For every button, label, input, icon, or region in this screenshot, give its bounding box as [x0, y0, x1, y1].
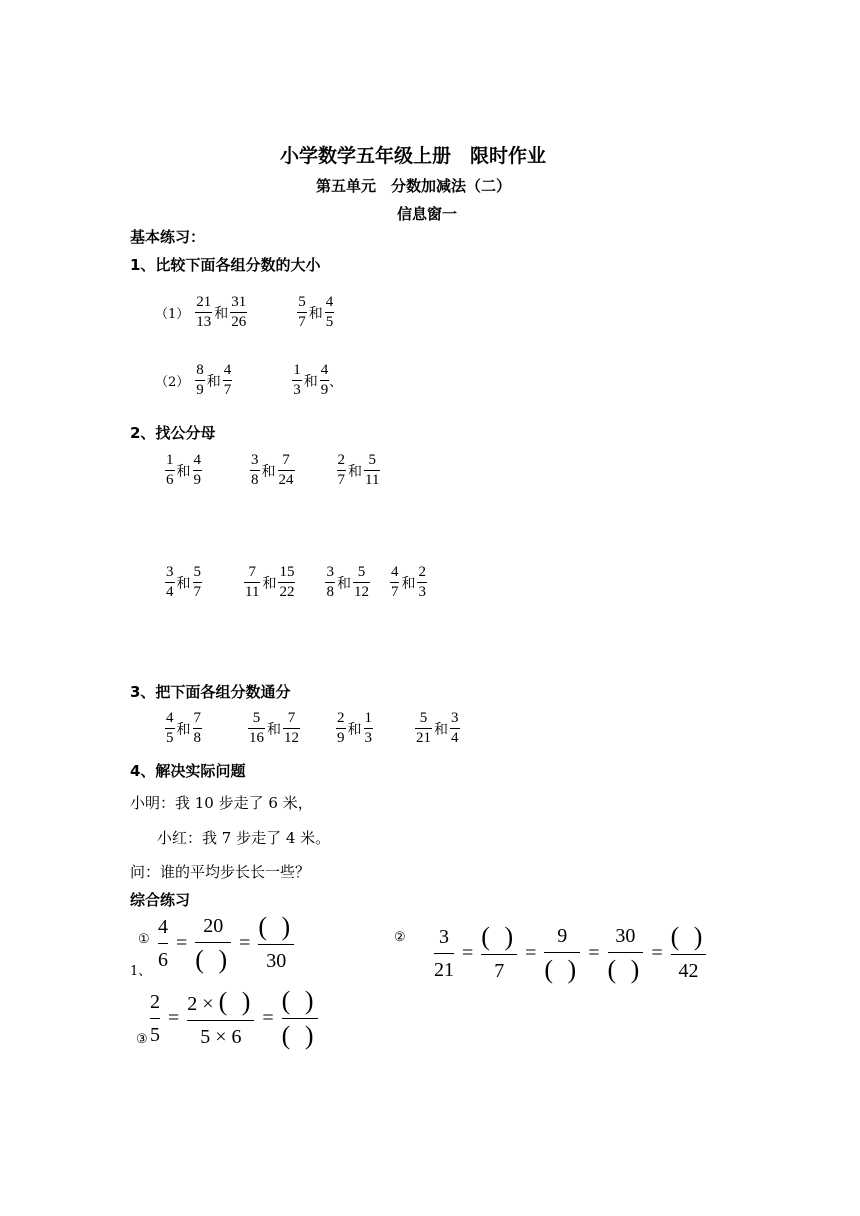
fraction: 9 ( )	[544, 925, 581, 984]
fraction: 2 5	[150, 991, 160, 1046]
q4-heading: 4、解决实际问题	[130, 762, 246, 780]
fraction: 20 ( )	[195, 915, 232, 974]
q1-row1: （1） $\frac{21}{13}$ 和 $\frac{31}{26}$ $\frac{5}{7}$ 和 $\frac{4}{5}$	[155, 294, 334, 330]
fraction: $\frac{5}{11}$	[365, 452, 380, 488]
mark-3: ③	[136, 1032, 148, 1047]
blank-parentheses: ( )	[544, 955, 581, 984]
blank-parentheses: ( )	[481, 922, 518, 951]
blank-parentheses: ( )	[281, 986, 318, 1015]
q3-row1: $\frac{4}{5}$ 和 $\frac{7}{8}$ $\frac{5}{16}$ 和 $\frac{7}{12}$ $\frac{2}{9}$ 和 $\frac{1}{3}$ $\frac{5}{21}$ 和 $\frac{3}{4}$	[166, 710, 459, 746]
fraction: $\frac{15}{22}$	[279, 564, 295, 600]
fraction: $\frac{3}{4}$	[166, 564, 174, 600]
fraction: $\frac{7}{24}$	[278, 452, 294, 488]
blank-parentheses: ( )	[218, 986, 255, 1016]
fraction: $\frac{4}{9}$	[320, 362, 329, 398]
fraction: ( ) 42	[670, 922, 707, 982]
mark-1-sub: 1、	[130, 964, 152, 979]
fraction: 2 × ( ) 5 × 6	[187, 986, 255, 1048]
equation-1: 4 6 = 20 ( ) = ( ) 30	[158, 912, 295, 974]
fraction: $\frac{4}{9}$	[193, 452, 201, 488]
fraction: $\frac{1}{6}$	[166, 452, 174, 488]
fraction: $\frac{4}{5}$	[325, 294, 334, 330]
fraction: 30 ( )	[607, 925, 644, 984]
page-title: 小学数学五年级上册 限时作业	[280, 145, 547, 167]
fraction: ( ) 30	[258, 912, 295, 972]
fraction: $\frac{4}{5}$	[166, 710, 174, 746]
fraction: $\frac{1}{3}$	[364, 710, 372, 746]
fraction: $\frac{5}{16}$	[249, 710, 264, 746]
blank-parentheses: ( )	[281, 1021, 318, 1050]
fraction: $\frac{2}{3}$	[418, 564, 426, 600]
fraction	[282, 986, 318, 1051]
blank-parentheses: ( )	[670, 922, 707, 951]
fraction: 3 21	[434, 926, 454, 981]
fraction: $\frac{31}{26}$	[231, 294, 247, 330]
mark-1: ①	[138, 932, 150, 947]
fraction: $\frac{3}{4}$	[451, 710, 459, 746]
q3-heading: 3、把下面各组分数通分	[130, 683, 291, 701]
blank-parentheses: ( )	[195, 945, 232, 974]
window-title: 信息窗一	[397, 205, 458, 223]
q1-row2-label: （2）	[155, 375, 190, 390]
fraction: $\frac{7}{8}$	[193, 710, 201, 746]
fraction: $\frac{4}{7}$	[390, 564, 399, 600]
q4-line3: 问：谁的平均步长长一些？	[130, 863, 311, 881]
equation-3: 2 5 = 2 × ( ) 5 × 6 = ( ) ( )	[150, 986, 318, 1050]
fraction: $\frac{2}{7}$	[337, 452, 345, 488]
fraction: ( ) 7	[481, 922, 518, 982]
q2-row2: $\frac{3}{4}$ 和 $\frac{5}{7}$ $\frac{7}{11}$ 和 $\frac{15}{22}$ $\frac{3}{8}$ 和 $\frac{5}{12}$ $\frac{4}{7}$ 和 $\frac{2}{3}$	[166, 564, 426, 600]
fraction: $\frac{1}{3}$	[293, 362, 301, 398]
q2-row1: $\frac{1}{6}$ 和 $\frac{4}{9}$ $\frac{3}{8}$ 和 $\frac{7}{24}$ $\frac{2}{7}$ 和 $\frac{5}{11}$	[166, 452, 380, 488]
fraction: $\frac{2}{9}$	[337, 710, 345, 746]
basic-practice-label: 基本练习：	[130, 228, 206, 246]
fraction: $\frac{4}{7}$	[223, 362, 232, 398]
fraction: $\frac{5}{7}$	[298, 294, 306, 330]
equation-2: 3 21 = ( ) 7 = 9 ( ) = 30 ( ) = ( ) 42	[434, 922, 707, 984]
unit-title: 第五单元 分数加减法（二）	[316, 177, 512, 195]
q2-heading: 2、找公分母	[130, 424, 216, 442]
mark-2: ②	[394, 930, 406, 945]
fraction: $\frac{5}{21}$	[416, 710, 431, 746]
fraction: $\frac{21}{13}$	[196, 294, 212, 330]
fraction: $\frac{5}{12}$	[353, 564, 369, 600]
blank-parentheses: ( )	[607, 955, 644, 984]
fraction: $\frac{3}{8}$	[326, 564, 334, 600]
q1-heading: 1、比较下面各组分数的大小	[130, 256, 321, 274]
blank-parentheses: ( )	[258, 912, 295, 941]
q4-line2: 小红：我 7 步走了 4 米。	[157, 829, 331, 847]
q4-line1: 小明：我 10 步走了 6 米，	[130, 794, 313, 812]
fraction: $\frac{7}{11}$	[245, 564, 260, 600]
fraction: $\frac{3}{8}$	[251, 452, 259, 488]
fraction: $\frac{5}{7}$	[193, 564, 201, 600]
comp-heading: 综合练习	[130, 891, 191, 909]
q1-row1-label: （1）	[155, 307, 190, 322]
q1-row2: （2） $\frac{8}{9}$ 和 $\frac{4}{7}$ $\frac{1}{3}$ 和 $\frac{4}{9}$ 、	[155, 362, 343, 398]
fraction: $\frac{8}{9}$	[196, 362, 204, 398]
fraction: 4 6	[158, 916, 168, 971]
fraction: $\frac{7}{12}$	[284, 710, 299, 746]
